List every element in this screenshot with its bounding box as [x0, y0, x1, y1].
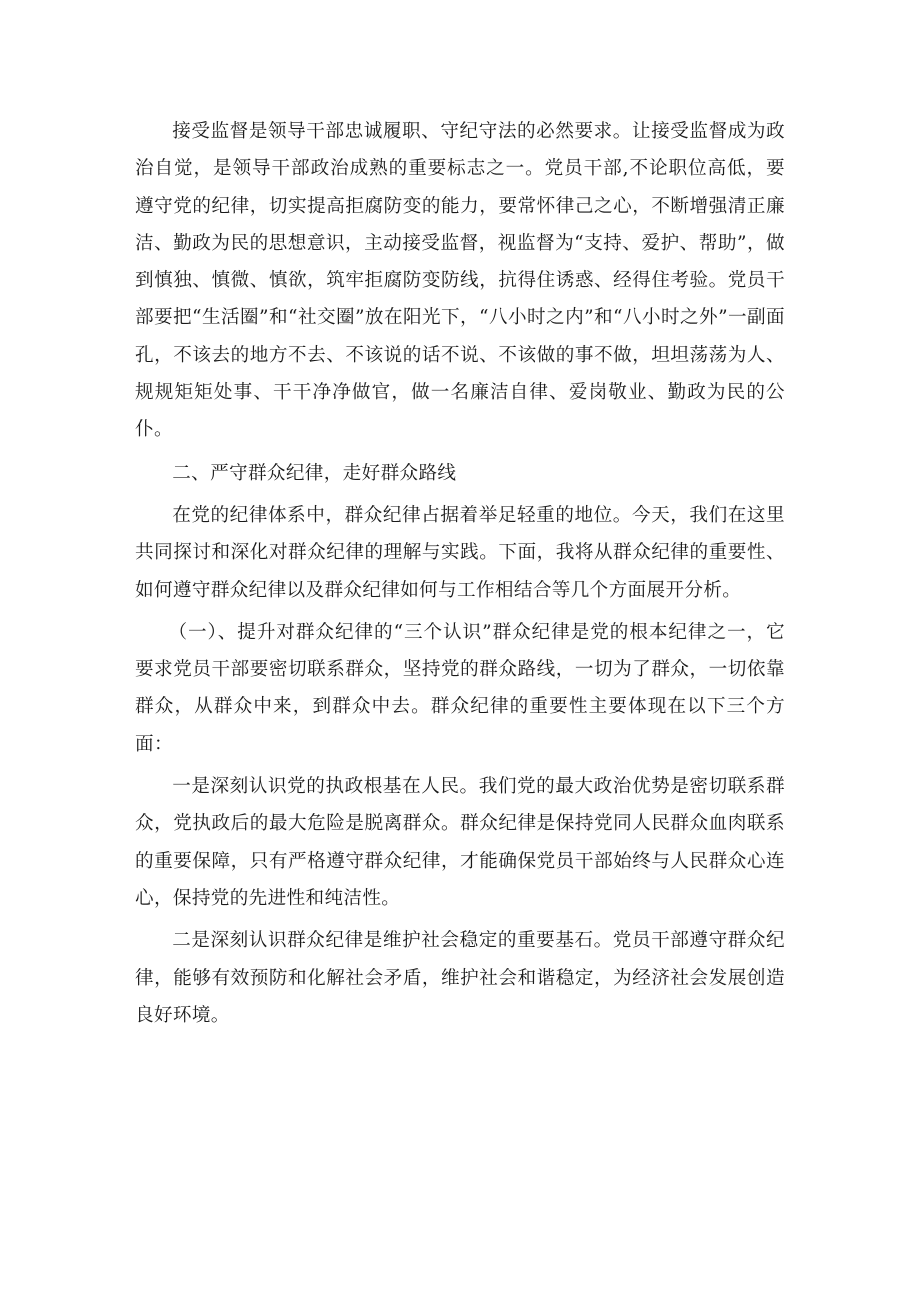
section-heading-mass-discipline: 二、严守群众纪律，走好群众路线: [172, 462, 457, 484]
document-body: [135, 113, 785, 1039]
paragraph-three-understandings: （一）、提升对群众纪律的“三个认识”群众纪律是党的根本纪律之一，它要求党员干部要密切联系群众，坚持党的群众路线，一切为了群众，一切依靠群众，从群众中来，到群众中去。群众纪律的重要性主要体现在以下三个方面：: [135, 621, 785, 755]
paragraph-point-two: 二是深刻认识群众纪律是维护社会稳定的重要基石。党员干部遵守群众纪律，能够有效预防和化解社会矛盾，维护社会和谐稳定，为经济社会发展创造良好环境。: [135, 930, 785, 1026]
paragraph-intro: 在党的纪律体系中，群众纪律占据着举足轻重的地位。今天，我们在这里共同探讨和深化对群众纪律的理解与实践。下面，我将从群众纪律的重要性、如何遵守群众纪律以及群众纪律如何与工作相结合等几个方面展开分析。: [135, 504, 785, 601]
paragraph-point-one: 一是深刻认识党的执政根基在人民。我们党的最大政治优势是密切联系群众，党执政后的最大危险是脱离群众。群众纪律是保持党同人民群众血肉联系的重要保障，只有严格遵守群众纪律，才能确保党员干部始终与人民群众心连心，保持党的先进性和纯洁性。: [135, 776, 785, 909]
paragraph-supervision: 接受监督是领导干部忠诚履职、守纪守法的必然要求。让接受监督成为政治自觉，是领导干部政治成熟的重要标志之一。党员干部,不论职位高低，要遵守党的纪律，切实提高拒腐防变的能力，要常怀律己之心，不断增强清正廉洁、勤政为民的思想意识，主动接受监督，视监督为“支持、爱护、帮助”，做到慎独、慎微、慎欲，筑牢拒腐防变防线，抗得住诱惑、经得住考验。党员干部要把“生活圈”和“社交圈”放在阳光下，“八小时之内”和“八小时之外”一副面孔，不该去的地方不去、不该说的话不说、不该做的事不做，坦坦荡荡为人、规规矩矩处事、干干净净做官，做一名廉洁自律、爱岗敬业、勤政为民的公仆。: [135, 121, 785, 441]
